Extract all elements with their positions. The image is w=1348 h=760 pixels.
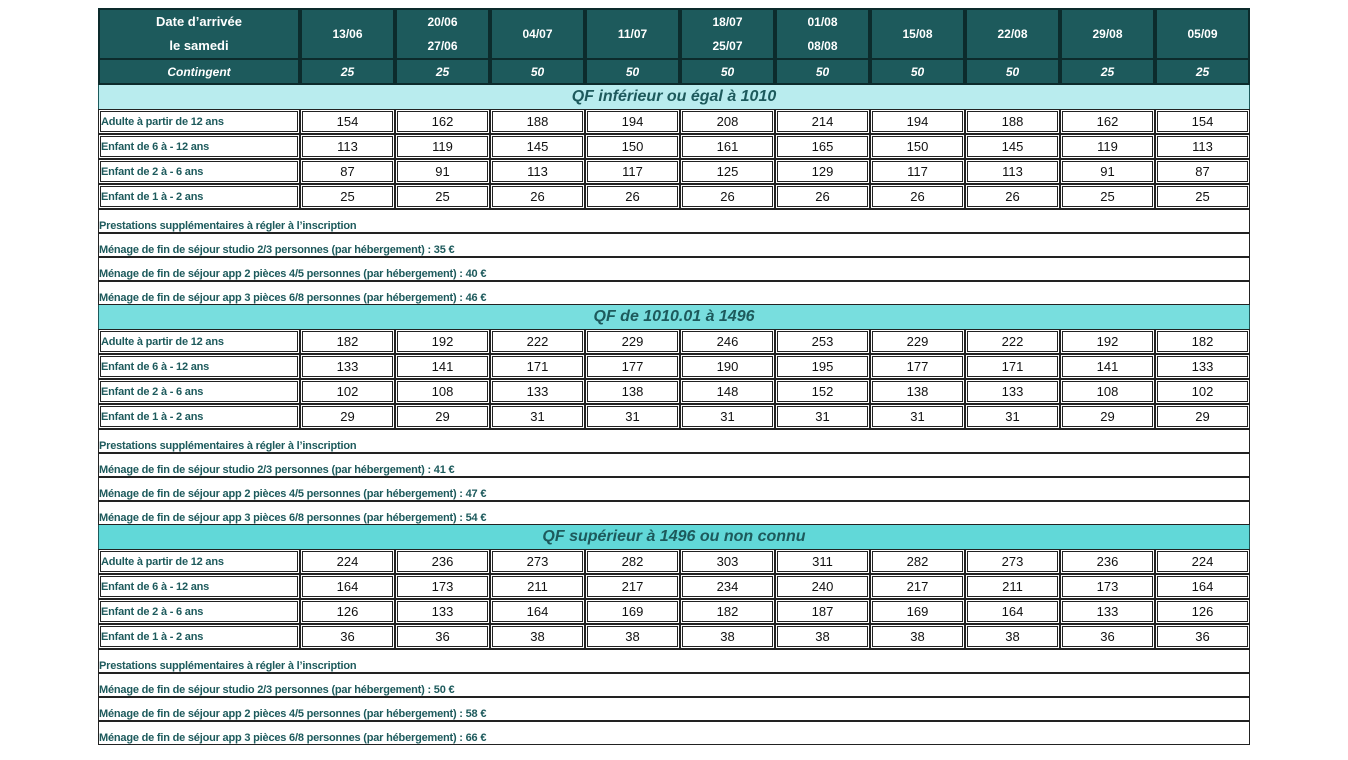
price-cell: 253 bbox=[775, 329, 870, 354]
price-cell: 282 bbox=[585, 549, 680, 574]
price-cell: 177 bbox=[870, 354, 965, 379]
price-cell: 133 bbox=[1155, 354, 1250, 379]
extra-service-row bbox=[98, 673, 1250, 697]
price-cell: 108 bbox=[395, 379, 490, 404]
price-cell: 141 bbox=[395, 354, 490, 379]
contingent-value: 50 bbox=[965, 60, 1060, 85]
price-cell: 211 bbox=[490, 574, 585, 599]
price-cell: 31 bbox=[965, 404, 1060, 429]
price-cell: 26 bbox=[585, 184, 680, 209]
age-category-label: Enfant de 1 à - 2 ans bbox=[98, 184, 300, 209]
arrival-date-cell bbox=[300, 8, 395, 60]
price-cell: 182 bbox=[300, 329, 395, 354]
price-cell: 229 bbox=[585, 329, 680, 354]
header-title-line: Date d’arrivée bbox=[156, 14, 242, 29]
extra-service-row bbox=[98, 649, 1250, 673]
price-cell: 108 bbox=[1060, 379, 1155, 404]
price-row bbox=[98, 109, 1250, 134]
price-cell: 195 bbox=[775, 354, 870, 379]
price-cell: 164 bbox=[300, 574, 395, 599]
contingent-value: 25 bbox=[300, 60, 395, 85]
price-cell: 165 bbox=[775, 134, 870, 159]
price-cell: 229 bbox=[870, 329, 965, 354]
arrival-date-cell bbox=[585, 8, 680, 60]
price-cell: 31 bbox=[870, 404, 965, 429]
price-cell: 129 bbox=[775, 159, 870, 184]
price-cell: 133 bbox=[965, 379, 1060, 404]
price-cell: 133 bbox=[1060, 599, 1155, 624]
price-cell: 141 bbox=[1060, 354, 1155, 379]
price-row bbox=[98, 404, 1250, 429]
contingent-row bbox=[98, 60, 1250, 85]
price-cell: 273 bbox=[490, 549, 585, 574]
price-row bbox=[98, 379, 1250, 404]
section-title: QF inférieur ou égal à 1010 bbox=[98, 85, 1250, 109]
price-cell: 173 bbox=[395, 574, 490, 599]
price-cell: 222 bbox=[965, 329, 1060, 354]
price-cell: 150 bbox=[585, 134, 680, 159]
price-cell: 26 bbox=[680, 184, 775, 209]
arrival-date-cell bbox=[680, 8, 775, 60]
arrival-date: 13/06 bbox=[332, 27, 363, 41]
price-cell: 38 bbox=[680, 624, 775, 649]
price-cell: 145 bbox=[490, 134, 585, 159]
extra-service-row bbox=[98, 257, 1250, 281]
price-cell: 164 bbox=[1155, 574, 1250, 599]
price-cell: 26 bbox=[775, 184, 870, 209]
extra-service-row bbox=[98, 453, 1250, 477]
extra-service-text: Prestations supplémentaires à régler à l’inscription bbox=[98, 429, 1250, 453]
age-category-label: Enfant de 2 à - 6 ans bbox=[98, 599, 300, 624]
price-cell: 87 bbox=[1155, 159, 1250, 184]
price-cell: 25 bbox=[300, 184, 395, 209]
price-cell: 224 bbox=[300, 549, 395, 574]
price-cell: 236 bbox=[1060, 549, 1155, 574]
price-cell: 171 bbox=[965, 354, 1060, 379]
arrival-date: 11/07 bbox=[617, 27, 648, 41]
extra-service-row bbox=[98, 281, 1250, 305]
price-table-body bbox=[98, 8, 1250, 745]
arrival-date-cell bbox=[965, 8, 1060, 60]
extra-service-text: Prestations supplémentaires à régler à l’inscription bbox=[98, 209, 1250, 233]
price-row bbox=[98, 549, 1250, 574]
price-row bbox=[98, 159, 1250, 184]
price-cell: 177 bbox=[585, 354, 680, 379]
price-cell: 29 bbox=[1155, 404, 1250, 429]
price-row bbox=[98, 354, 1250, 379]
arrival-date: 15/08 bbox=[902, 27, 933, 41]
price-cell: 224 bbox=[1155, 549, 1250, 574]
extra-service-row bbox=[98, 429, 1250, 453]
price-cell: 182 bbox=[680, 599, 775, 624]
price-cell: 117 bbox=[585, 159, 680, 184]
price-cell: 236 bbox=[395, 549, 490, 574]
price-row bbox=[98, 599, 1250, 624]
extra-service-row bbox=[98, 233, 1250, 257]
price-cell: 31 bbox=[585, 404, 680, 429]
contingent-value: 50 bbox=[585, 60, 680, 85]
price-cell: 214 bbox=[775, 109, 870, 134]
arrival-date: 18/07 bbox=[712, 15, 743, 29]
age-category-label: Adulte à partir de 12 ans bbox=[98, 549, 300, 574]
price-cell: 303 bbox=[680, 549, 775, 574]
arrival-date: 27/06 bbox=[427, 39, 458, 53]
price-cell: 211 bbox=[965, 574, 1060, 599]
price-cell: 113 bbox=[1155, 134, 1250, 159]
age-category-label: Enfant de 6 à - 12 ans bbox=[98, 134, 300, 159]
age-category-label: Enfant de 6 à - 12 ans bbox=[98, 354, 300, 379]
age-category-label: Enfant de 2 à - 6 ans bbox=[98, 159, 300, 184]
arrival-date: 05/09 bbox=[1187, 27, 1218, 41]
price-cell: 36 bbox=[300, 624, 395, 649]
price-cell: 182 bbox=[1155, 329, 1250, 354]
section-title: QF supérieur à 1496 ou non connu bbox=[98, 525, 1250, 549]
price-cell: 26 bbox=[870, 184, 965, 209]
contingent-value: 25 bbox=[1060, 60, 1155, 85]
price-cell: 91 bbox=[395, 159, 490, 184]
contingent-value: 50 bbox=[680, 60, 775, 85]
price-cell: 102 bbox=[300, 379, 395, 404]
arrival-date: 01/08 bbox=[807, 15, 838, 29]
arrival-date-cell bbox=[775, 8, 870, 60]
price-cell: 154 bbox=[1155, 109, 1250, 134]
price-cell: 282 bbox=[870, 549, 965, 574]
price-cell: 273 bbox=[965, 549, 1060, 574]
arrival-date: 08/08 bbox=[807, 39, 838, 53]
extra-service-text: Prestations supplémentaires à régler à l’inscription bbox=[98, 649, 1250, 673]
price-cell: 36 bbox=[395, 624, 490, 649]
extra-service-row bbox=[98, 697, 1250, 721]
price-cell: 102 bbox=[1155, 379, 1250, 404]
extra-service-text: Ménage de fin de séjour studio 2/3 personnes (par hébergement) : 50 € bbox=[98, 673, 1250, 697]
price-row bbox=[98, 329, 1250, 354]
price-cell: 164 bbox=[490, 599, 585, 624]
section-title: QF de 1010.01 à 1496 bbox=[98, 305, 1250, 329]
price-cell: 25 bbox=[1155, 184, 1250, 209]
price-cell: 26 bbox=[965, 184, 1060, 209]
price-cell: 145 bbox=[965, 134, 1060, 159]
price-cell: 148 bbox=[680, 379, 775, 404]
price-cell: 133 bbox=[300, 354, 395, 379]
extra-service-row bbox=[98, 209, 1250, 233]
arrival-date-cell bbox=[490, 8, 585, 60]
age-category-label: Enfant de 2 à - 6 ans bbox=[98, 379, 300, 404]
price-cell: 31 bbox=[680, 404, 775, 429]
price-cell: 133 bbox=[395, 599, 490, 624]
age-category-label: Enfant de 1 à - 2 ans bbox=[98, 404, 300, 429]
price-cell: 173 bbox=[1060, 574, 1155, 599]
price-cell: 192 bbox=[395, 329, 490, 354]
extra-service-row bbox=[98, 501, 1250, 525]
contingent-label: Contingent bbox=[98, 60, 300, 85]
extra-service-text: Ménage de fin de séjour app 3 pièces 6/8 personnes (par hébergement) : 66 € bbox=[98, 721, 1250, 745]
extra-service-text: Ménage de fin de séjour app 2 pièces 4/5 personnes (par hébergement) : 58 € bbox=[98, 697, 1250, 721]
price-cell: 29 bbox=[300, 404, 395, 429]
price-cell: 26 bbox=[490, 184, 585, 209]
price-cell: 152 bbox=[775, 379, 870, 404]
arrival-date-cell bbox=[870, 8, 965, 60]
price-cell: 133 bbox=[490, 379, 585, 404]
price-row bbox=[98, 184, 1250, 209]
header-title-cell bbox=[98, 8, 300, 60]
price-row bbox=[98, 134, 1250, 159]
arrival-date-cell bbox=[395, 8, 490, 60]
arrival-date-cell bbox=[1155, 8, 1250, 60]
price-cell: 38 bbox=[870, 624, 965, 649]
price-row bbox=[98, 624, 1250, 649]
price-cell: 138 bbox=[870, 379, 965, 404]
age-category-label: Adulte à partir de 12 ans bbox=[98, 329, 300, 354]
arrival-date: 04/07 bbox=[522, 27, 553, 41]
age-category-label: Enfant de 1 à - 2 ans bbox=[98, 624, 300, 649]
price-cell: 36 bbox=[1060, 624, 1155, 649]
price-cell: 208 bbox=[680, 109, 775, 134]
price-cell: 113 bbox=[490, 159, 585, 184]
contingent-value: 50 bbox=[775, 60, 870, 85]
extra-service-text: Ménage de fin de séjour app 2 pièces 4/5 personnes (par hébergement) : 47 € bbox=[98, 477, 1250, 501]
contingent-value: 25 bbox=[1155, 60, 1250, 85]
price-cell: 190 bbox=[680, 354, 775, 379]
price-cell: 222 bbox=[490, 329, 585, 354]
price-cell: 169 bbox=[585, 599, 680, 624]
price-cell: 31 bbox=[490, 404, 585, 429]
price-cell: 169 bbox=[870, 599, 965, 624]
price-cell: 38 bbox=[965, 624, 1060, 649]
price-cell: 117 bbox=[870, 159, 965, 184]
price-cell: 29 bbox=[1060, 404, 1155, 429]
price-cell: 246 bbox=[680, 329, 775, 354]
price-cell: 188 bbox=[965, 109, 1060, 134]
price-cell: 113 bbox=[965, 159, 1060, 184]
extra-service-text: Ménage de fin de séjour studio 2/3 personnes (par hébergement) : 35 € bbox=[98, 233, 1250, 257]
price-cell: 162 bbox=[1060, 109, 1155, 134]
price-cell: 217 bbox=[870, 574, 965, 599]
arrival-date: 25/07 bbox=[712, 39, 743, 53]
price-cell: 240 bbox=[775, 574, 870, 599]
price-cell: 171 bbox=[490, 354, 585, 379]
extra-service-row bbox=[98, 721, 1250, 745]
price-cell: 161 bbox=[680, 134, 775, 159]
price-cell: 188 bbox=[490, 109, 585, 134]
price-cell: 154 bbox=[300, 109, 395, 134]
extra-service-row bbox=[98, 477, 1250, 501]
section-band bbox=[98, 85, 1250, 109]
price-cell: 194 bbox=[870, 109, 965, 134]
arrival-date: 20/06 bbox=[427, 15, 458, 29]
header-row bbox=[98, 8, 1250, 60]
price-cell: 126 bbox=[1155, 599, 1250, 624]
price-table bbox=[98, 8, 1250, 745]
price-cell: 125 bbox=[680, 159, 775, 184]
price-cell: 38 bbox=[585, 624, 680, 649]
age-category-label: Enfant de 6 à - 12 ans bbox=[98, 574, 300, 599]
price-cell: 194 bbox=[585, 109, 680, 134]
contingent-value: 50 bbox=[490, 60, 585, 85]
price-cell: 119 bbox=[395, 134, 490, 159]
price-cell: 150 bbox=[870, 134, 965, 159]
header-title-line: le samedi bbox=[169, 38, 229, 53]
price-cell: 38 bbox=[775, 624, 870, 649]
price-cell: 29 bbox=[395, 404, 490, 429]
extra-service-text: Ménage de fin de séjour app 3 pièces 6/8 personnes (par hébergement) : 54 € bbox=[98, 501, 1250, 525]
price-cell: 87 bbox=[300, 159, 395, 184]
section-band bbox=[98, 525, 1250, 549]
price-cell: 192 bbox=[1060, 329, 1155, 354]
price-row bbox=[98, 574, 1250, 599]
arrival-date: 29/08 bbox=[1092, 27, 1123, 41]
extra-service-text: Ménage de fin de séjour app 2 pièces 4/5 personnes (par hébergement) : 40 € bbox=[98, 257, 1250, 281]
price-cell: 311 bbox=[775, 549, 870, 574]
price-cell: 36 bbox=[1155, 624, 1250, 649]
age-category-label: Adulte à partir de 12 ans bbox=[98, 109, 300, 134]
extra-service-text: Ménage de fin de séjour app 3 pièces 6/8 personnes (par hébergement) : 46 € bbox=[98, 281, 1250, 305]
price-cell: 234 bbox=[680, 574, 775, 599]
price-cell: 187 bbox=[775, 599, 870, 624]
section-band bbox=[98, 305, 1250, 329]
arrival-date-cell bbox=[1060, 8, 1155, 60]
price-cell: 25 bbox=[1060, 184, 1155, 209]
price-cell: 119 bbox=[1060, 134, 1155, 159]
price-cell: 31 bbox=[775, 404, 870, 429]
price-cell: 164 bbox=[965, 599, 1060, 624]
price-cell: 25 bbox=[395, 184, 490, 209]
extra-service-text: Ménage de fin de séjour studio 2/3 personnes (par hébergement) : 41 € bbox=[98, 453, 1250, 477]
contingent-value: 50 bbox=[870, 60, 965, 85]
price-cell: 113 bbox=[300, 134, 395, 159]
price-cell: 162 bbox=[395, 109, 490, 134]
price-cell: 38 bbox=[490, 624, 585, 649]
price-cell: 138 bbox=[585, 379, 680, 404]
price-cell: 126 bbox=[300, 599, 395, 624]
contingent-value: 25 bbox=[395, 60, 490, 85]
arrival-date: 22/08 bbox=[997, 27, 1028, 41]
price-cell: 217 bbox=[585, 574, 680, 599]
price-cell: 91 bbox=[1060, 159, 1155, 184]
